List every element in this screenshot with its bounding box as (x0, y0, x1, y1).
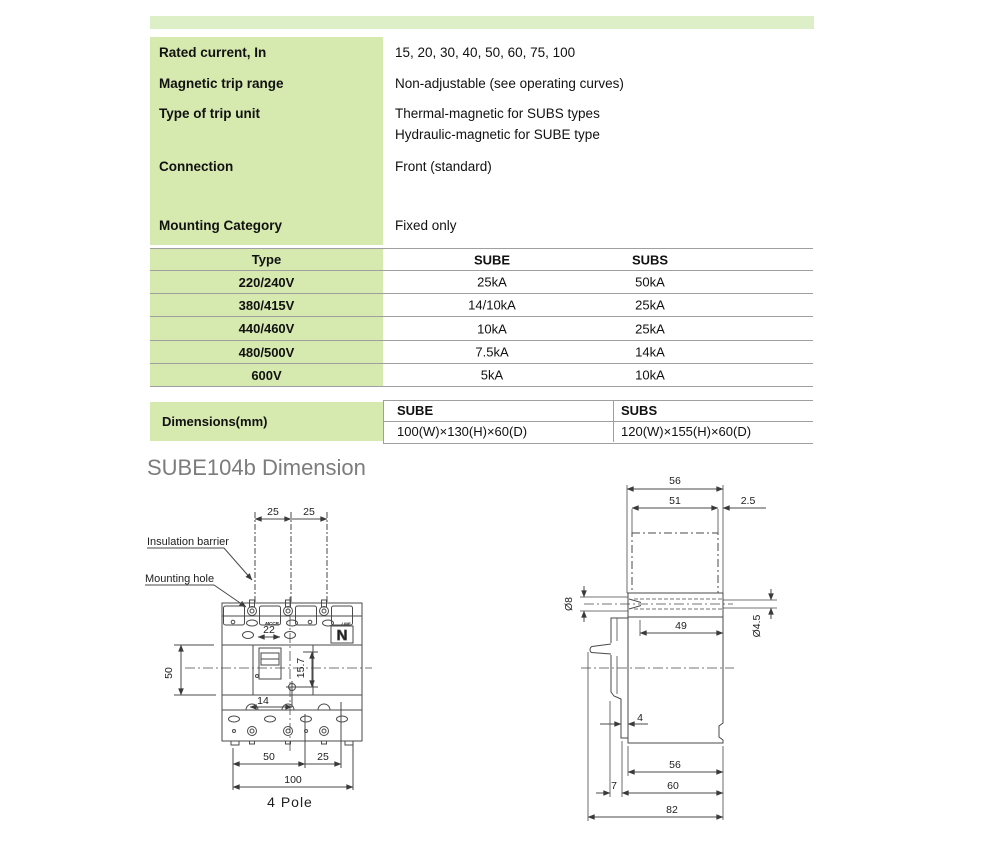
front-dim-100: 100 (284, 774, 302, 786)
row-subs-value: 25kA (635, 297, 665, 313)
front-dim-pitch-right: 25 (303, 506, 315, 518)
spec-value-rated-current: 15, 20, 30, 40, 50, 60, 75, 100 (395, 45, 576, 60)
row-voltage: 380/415V (150, 294, 383, 316)
front-dim-pitch-left: 25 (267, 506, 279, 518)
front-dim-50: 50 (163, 667, 175, 679)
row-subs-value: 14kA (635, 344, 665, 360)
mounting-hole-label: Mounting hole (145, 573, 215, 585)
front-dim-14: 14 (257, 695, 269, 707)
spec-label-trip-unit: Type of trip unit (159, 106, 260, 121)
front-dim-bottom-25: 25 (317, 751, 329, 763)
spec-value-trip-unit-1: Thermal-magnetic for SUBS types (395, 106, 600, 121)
row-sube-value: 5kA (480, 367, 504, 383)
dimensions-label: Dimensions(mm) (150, 402, 383, 441)
spec-value-magnetic-trip: Non-adjustable (see operating curves) (395, 76, 624, 91)
side-dim-bottom-56: 56 (669, 759, 681, 771)
section-title: SUBE104b Dimension (147, 455, 366, 480)
mounting-hole-leader (145, 585, 246, 607)
barrier-phantom-box (632, 533, 718, 593)
front-dim-22: 22 (263, 624, 275, 636)
row-subs-value: 10kA (635, 367, 665, 383)
side-dim-51: 51 (669, 495, 681, 507)
side-dim-top-56: 56 (669, 475, 681, 487)
side-dim-2-5: 2.5 (740, 495, 756, 507)
row-sube-value: 14/10kA (468, 297, 516, 313)
dim-col-sube-header: SUBE (397, 403, 434, 418)
row-voltage: 440/460V (150, 317, 383, 340)
spec-value-connection: Front (standard) (395, 159, 492, 174)
side-dim-7: 7 (611, 780, 617, 792)
header-subs: SUBS (631, 252, 669, 267)
header-type: Type (150, 249, 383, 270)
row-sube-value: 10kA (477, 321, 507, 336)
row-sube-value: 25kA (477, 274, 507, 290)
line-marking: LINE (341, 621, 351, 626)
row-subs-value: 50kA (635, 274, 665, 290)
row-voltage: 480/500V (150, 341, 383, 363)
spec-label-mounting: Mounting Category (159, 218, 282, 233)
front-dim-15-7: 15.7 (295, 657, 307, 679)
front-view-drawing (145, 512, 372, 790)
spec-label-rated-current: Rated current, In (159, 45, 267, 60)
row-subs-value: 25kA (635, 321, 665, 336)
side-dim-49: 49 (675, 620, 687, 632)
front-dim-bottom-50: 50 (263, 751, 275, 763)
spec-value-mounting: Fixed only (395, 218, 457, 233)
dim-col-subs-value: 120(W)×155(H)×60(D) (621, 424, 752, 439)
handle-side (590, 644, 611, 654)
side-dim-60: 60 (667, 780, 679, 792)
insulation-barrier-label: Insulation barrier (147, 536, 229, 548)
insulation-barrier-lines (255, 512, 327, 603)
spec-value-trip-unit-2: Hydraulic-magnetic for SUBE type (395, 127, 600, 142)
spec-label-magnetic-trip: Magnetic trip range (159, 76, 284, 91)
dim-col-sube-value: 100(W)×130(H)×60(D) (397, 424, 528, 439)
neutral-pole-letter: N (336, 627, 348, 644)
row-voltage: 220/240V (150, 271, 383, 293)
mccb-marking: MCCB (265, 621, 279, 626)
spec-label-connection: Connection (159, 159, 234, 174)
dim-col-subs-header: SUBS (621, 403, 658, 418)
side-dim-82: 82 (666, 804, 678, 816)
cover-profile (611, 618, 628, 738)
row-sube-value: 7.5kA (475, 344, 509, 360)
side-dim-4: 4 (637, 712, 643, 724)
side-dim-dia8: Ø8 (563, 596, 575, 612)
header-sube: SUBE (473, 252, 511, 267)
front-view-caption: 4 Pole (267, 794, 313, 810)
row-voltage: 600V (150, 364, 383, 386)
side-dim-dia4-5: Ø4.5 (751, 614, 763, 638)
